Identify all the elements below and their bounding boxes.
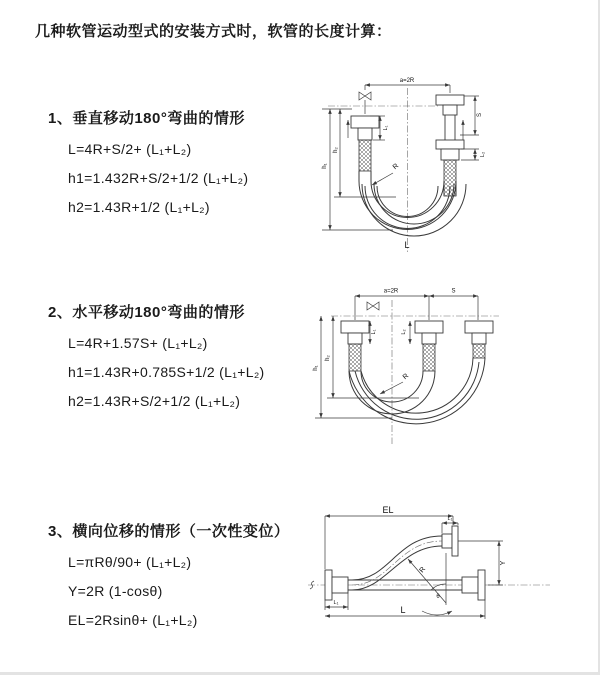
braided-hose-section [359, 140, 371, 171]
dim-label-y: Y [500, 560, 507, 566]
radius-label: R [418, 565, 428, 575]
dim-label-s: S [451, 288, 456, 295]
dim-label-h2: h₂ [333, 147, 339, 153]
radius-leader [408, 559, 446, 603]
length-label: L [404, 240, 410, 250]
left-fitting [341, 321, 369, 371]
radius-leader [380, 382, 403, 394]
middle-fitting [415, 321, 443, 371]
dim-label-s: S [477, 112, 483, 118]
radius-label: R [391, 162, 401, 172]
left-flange [325, 570, 348, 600]
section-1-heading: 1、垂直移动180°弯曲的情形 [48, 110, 245, 127]
straight-pipe-position [348, 570, 485, 600]
dim-label-l2: L₂ [401, 329, 407, 335]
formula-l: L=4R+1.57S+ (L₁+L₂) [68, 335, 208, 351]
dim-label-l2: L₂ [480, 151, 486, 158]
rotation-arrow [422, 611, 452, 615]
section-1 [48, 107, 248, 215]
radius-label: R [401, 372, 411, 382]
dim-label-h1: h₁ [313, 365, 319, 371]
dim-label-a2r: a=2R [399, 78, 415, 84]
dim-label-l1-bottom: L₁ [333, 600, 339, 606]
section-3 [48, 520, 289, 628]
valve-icon [367, 302, 379, 310]
dim-label-a2r: a=2R [383, 288, 399, 295]
angle-label: θ [436, 594, 440, 600]
braided-hose-section [423, 344, 435, 371]
dim-label-l1: L₁ [383, 125, 389, 131]
right-fitting [436, 95, 464, 196]
dim-label-el: EL [382, 505, 394, 515]
braided-hose-section [473, 344, 485, 358]
formula-l: L=4R+S/2+ (L₁+L₂) [68, 141, 192, 157]
section-3-heading: 3、横向位移的情形（一次性变位） [48, 523, 290, 540]
section-2-heading: 2、水平移动180°弯曲的情形 [48, 304, 245, 321]
formula-h1: h1=1.432R+S/2+1/2 (L₁+L₂) [68, 170, 249, 186]
formula-y: Y=2R (1-cosθ) [68, 583, 163, 599]
formula-h1: h1=1.43R+0.785S+1/2 (L₁+L₂) [68, 364, 265, 380]
section-2 [48, 301, 265, 409]
formula-h2: h2=1.43R+1/2 (L₁+L₂) [68, 199, 210, 215]
dim-label-l1: L₁ [371, 329, 377, 335]
dim-label-h2: h₂ [325, 355, 331, 361]
formula-l: L=πRθ/90+ (L₁+L₂) [68, 554, 192, 570]
radius-leader [372, 173, 393, 185]
formula-h2: h2=1.43R+S/2+1/2 (L₁+L₂) [68, 393, 241, 409]
dim-label-h1: h₁ [322, 163, 328, 169]
valve-icon [359, 92, 371, 100]
diagram-vertical-180-bend [308, 66, 596, 262]
right-fitting [465, 321, 493, 358]
dim-label-l: L [400, 605, 406, 615]
hose-u-curves [349, 358, 485, 424]
diagram-horizontal-180-bend [303, 276, 595, 464]
formula-el: EL=2Rsinθ+ (L₁+L₂) [68, 612, 198, 628]
dim-label-l1-top: L₁ [447, 516, 453, 522]
page-title: 几种软管运动型式的安装方式时，软管的长度计算： [35, 23, 392, 40]
left-fitting [351, 116, 379, 171]
braided-hose-section [349, 344, 361, 371]
diagram-lateral-displacement [300, 503, 600, 673]
